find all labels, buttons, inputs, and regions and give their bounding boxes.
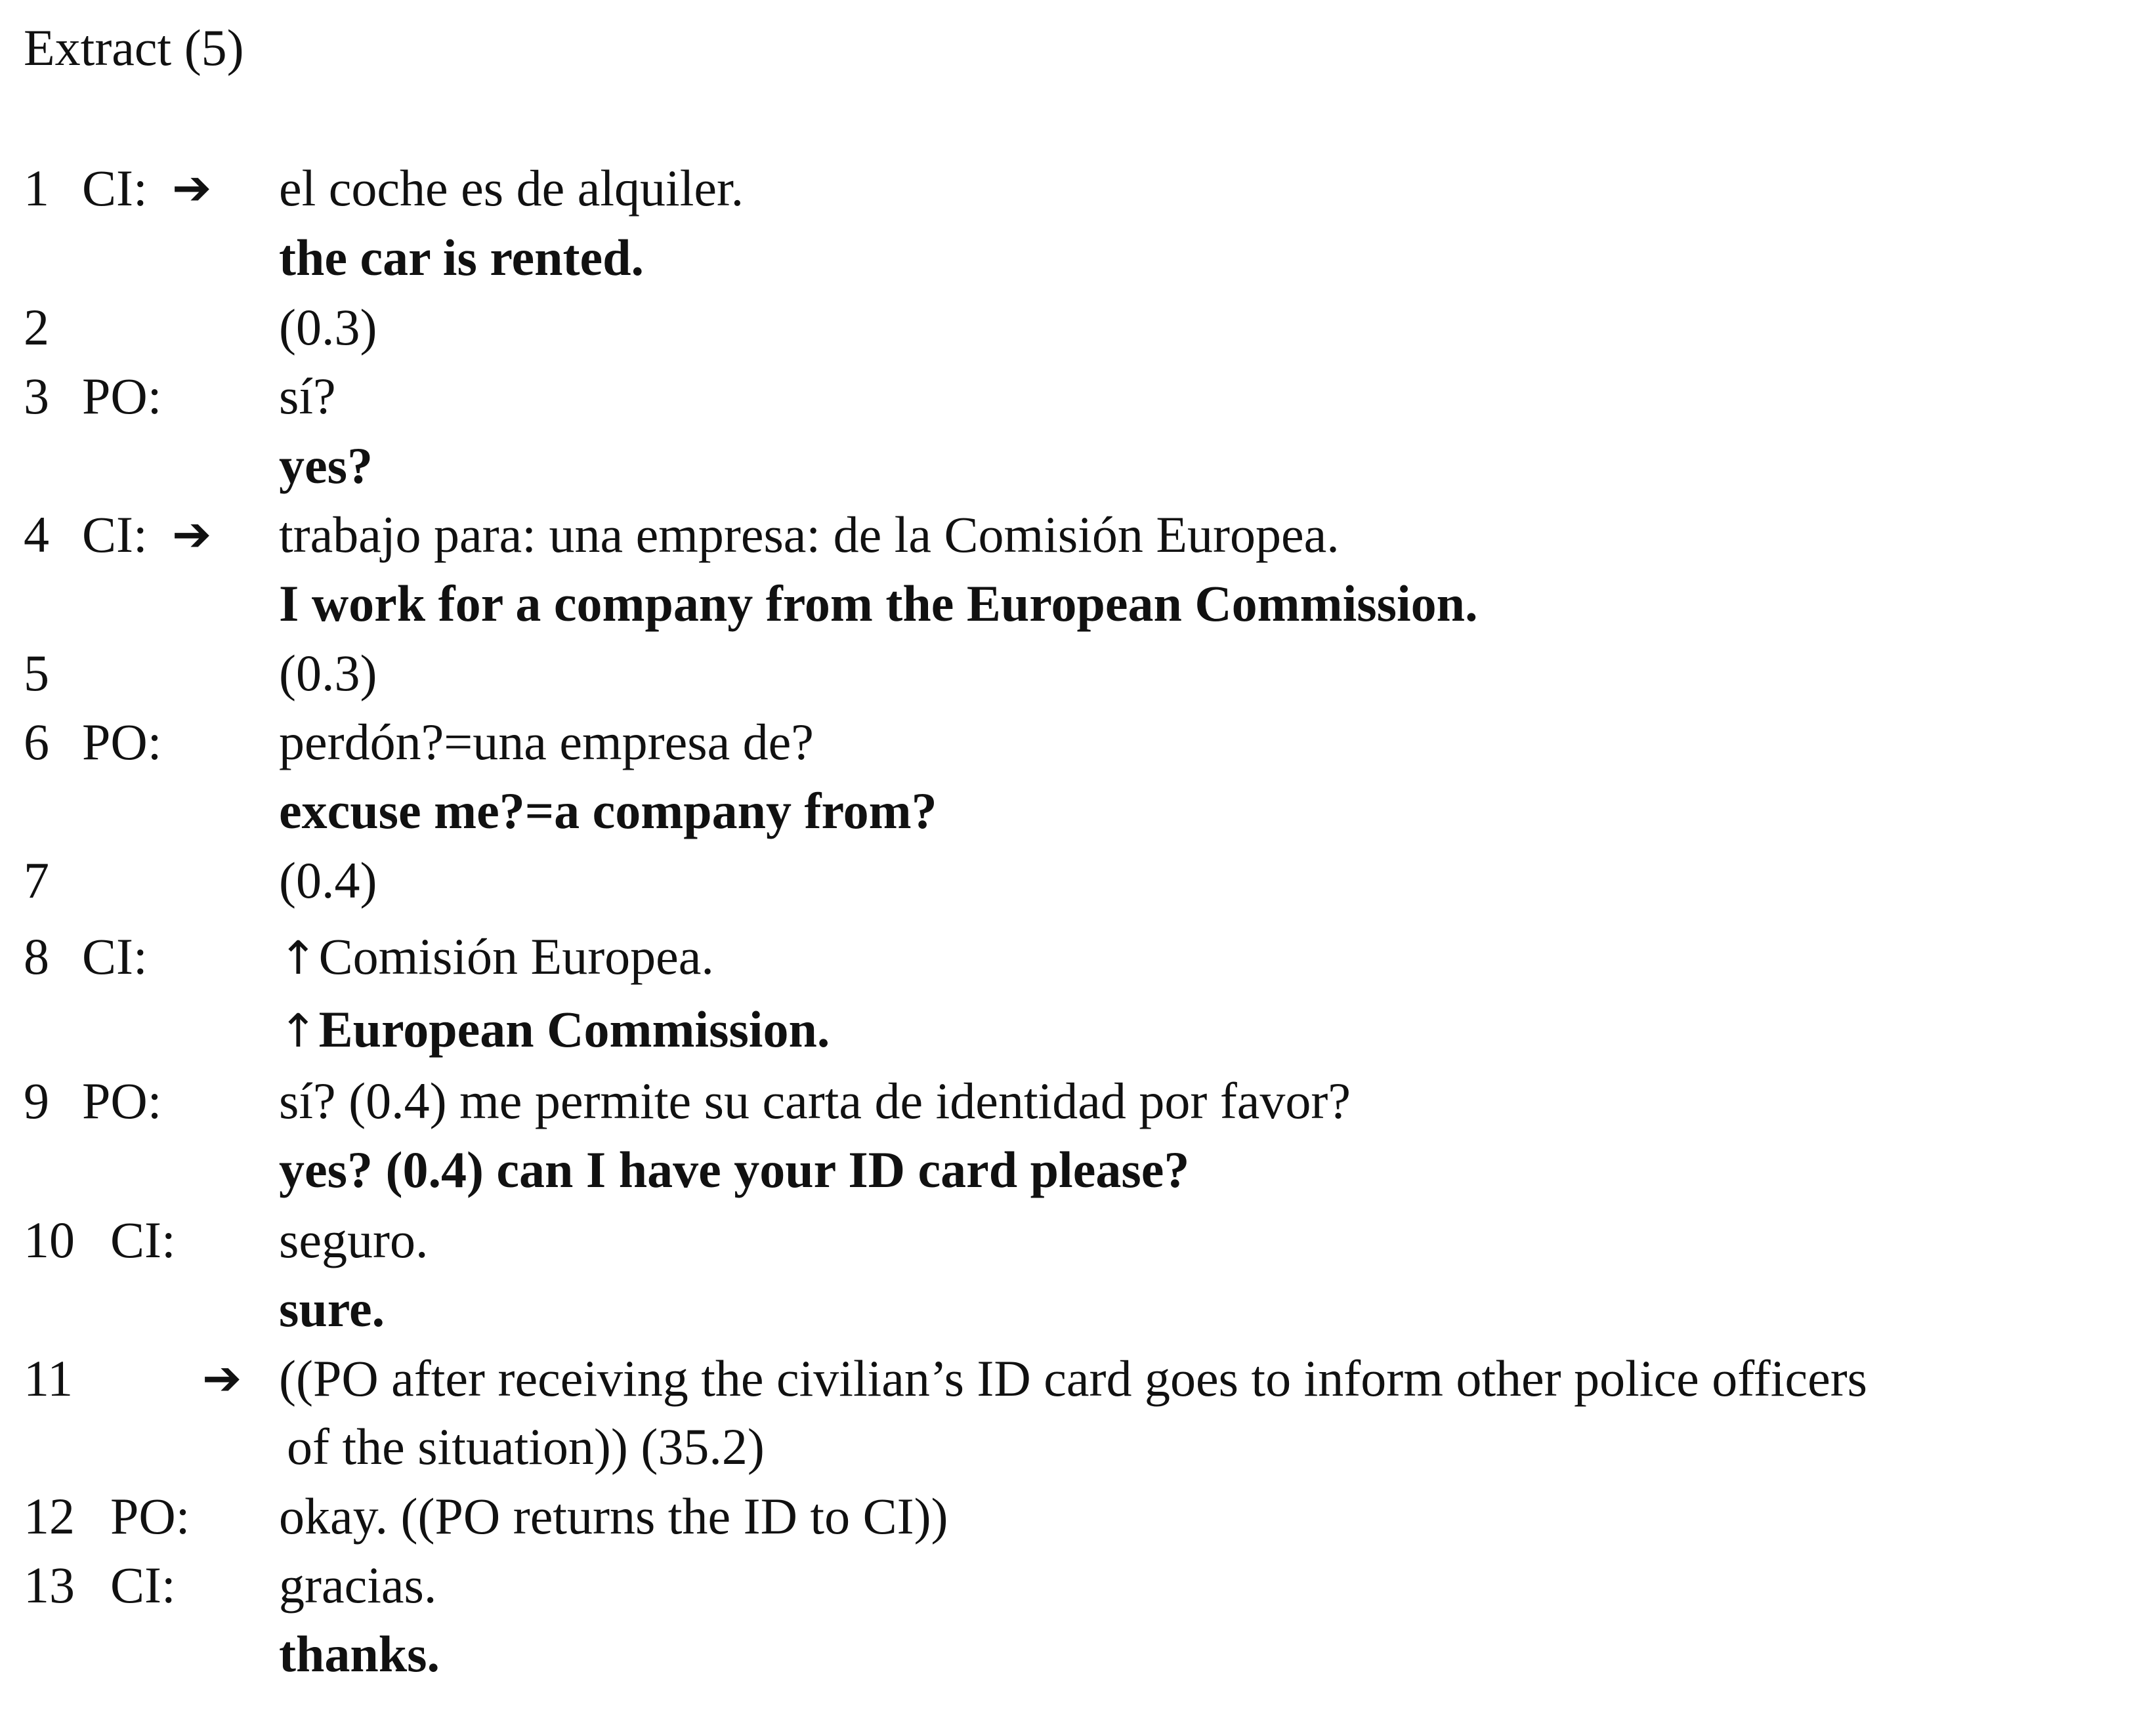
utterance-text: sí? (0.4) me permite su carta de identidad por favor? bbox=[279, 1072, 1351, 1129]
line-number: 6 bbox=[24, 713, 49, 770]
speaker-label: CI: bbox=[82, 159, 148, 217]
translation-text: thanks. bbox=[279, 1625, 440, 1682]
transcript-line bbox=[0, 707, 2156, 776]
transcript-line bbox=[0, 846, 2156, 915]
pause-text: (0.3) bbox=[279, 644, 377, 701]
line-number: 7 bbox=[24, 852, 49, 909]
transcript-line bbox=[0, 1482, 2156, 1551]
translation-line bbox=[0, 1135, 2156, 1204]
utterance-text: gracias. bbox=[279, 1556, 437, 1614]
translation-text-body: European Commission. bbox=[318, 1001, 830, 1058]
line-number: 11 bbox=[24, 1350, 74, 1407]
extract-title: Extract (5) bbox=[24, 19, 244, 76]
transcript-line bbox=[0, 293, 2156, 362]
line-number: 12 bbox=[24, 1488, 75, 1545]
translation-line bbox=[0, 776, 2156, 845]
utterance-text: sí? bbox=[279, 367, 336, 425]
line-number: 4 bbox=[24, 506, 49, 563]
arrow-right-icon: ➔ bbox=[172, 160, 212, 215]
utterance-text: seguro. bbox=[279, 1211, 429, 1268]
transcript-line bbox=[0, 362, 2156, 430]
speaker-label: CI: bbox=[82, 506, 148, 563]
translation-line bbox=[0, 431, 2156, 500]
line-number: 8 bbox=[24, 928, 49, 985]
translation-text: yes? (0.4) can I have your ID card please? bbox=[279, 1141, 1190, 1198]
utterance-text: trabajo para: una empresa: de la Comisión Europea. bbox=[279, 506, 1340, 563]
line-number: 2 bbox=[24, 299, 49, 356]
arrow-right-icon: ➔ bbox=[172, 507, 212, 562]
line-number: 3 bbox=[24, 367, 49, 425]
continuation-line bbox=[0, 1412, 2156, 1481]
up-arrow-icon: ↑ bbox=[279, 931, 318, 985]
line-number: 5 bbox=[24, 644, 49, 701]
transcript-line bbox=[0, 1066, 2156, 1135]
line-number: 1 bbox=[24, 159, 49, 217]
utterance-text-body: Comisión Europea. bbox=[318, 928, 714, 985]
translation-text bbox=[279, 995, 830, 1066]
translation-line bbox=[0, 995, 2156, 1064]
pause-text: (0.4) bbox=[279, 852, 377, 909]
pause-text: (0.3) bbox=[279, 299, 377, 356]
translation-text: sure. bbox=[279, 1280, 385, 1337]
translation-line bbox=[0, 1619, 2156, 1688]
speaker-label: PO: bbox=[82, 1072, 162, 1129]
speaker-label: PO: bbox=[82, 713, 162, 770]
line-number: 9 bbox=[24, 1072, 49, 1129]
utterance-text bbox=[279, 922, 714, 993]
utterance-text: perdón?=una empresa de? bbox=[279, 713, 814, 770]
utterance-text: ((PO after receiving the civilian’s ID card goes to inform other police officers bbox=[279, 1350, 1868, 1407]
speaker-label: CI: bbox=[110, 1556, 176, 1614]
translation-text: yes? bbox=[279, 437, 373, 494]
translation-text: excuse me?=a company from? bbox=[279, 782, 937, 839]
speaker-label: CI: bbox=[82, 928, 148, 985]
transcript-line bbox=[0, 922, 2156, 991]
arrow-right-icon: ➔ bbox=[202, 1350, 242, 1406]
up-arrow-icon: ↑ bbox=[279, 1004, 318, 1058]
utterance-text: okay. ((PO returns the ID to CI)) bbox=[279, 1488, 948, 1545]
transcript-line bbox=[0, 638, 2156, 707]
translation-line bbox=[0, 223, 2156, 292]
translation-text: I work for a company from the European Commission. bbox=[279, 575, 1478, 632]
translation-line bbox=[0, 569, 2156, 638]
speaker-label: PO: bbox=[82, 367, 162, 425]
utterance-text: el coche es de alquiler. bbox=[279, 159, 744, 217]
transcript-line bbox=[0, 1551, 2156, 1619]
line-number: 13 bbox=[24, 1556, 75, 1614]
continuation-text: of the situation)) (35.2) bbox=[287, 1418, 765, 1475]
speaker-label: PO: bbox=[110, 1488, 190, 1545]
line-number: 10 bbox=[24, 1211, 75, 1268]
translation-text: the car is rented. bbox=[279, 229, 645, 286]
transcript-line bbox=[0, 1344, 2156, 1413]
speaker-label: CI: bbox=[110, 1211, 176, 1268]
transcript-line bbox=[0, 154, 2156, 222]
transcript-line bbox=[0, 1205, 2156, 1274]
transcript-line bbox=[0, 500, 2156, 569]
translation-line bbox=[0, 1274, 2156, 1343]
